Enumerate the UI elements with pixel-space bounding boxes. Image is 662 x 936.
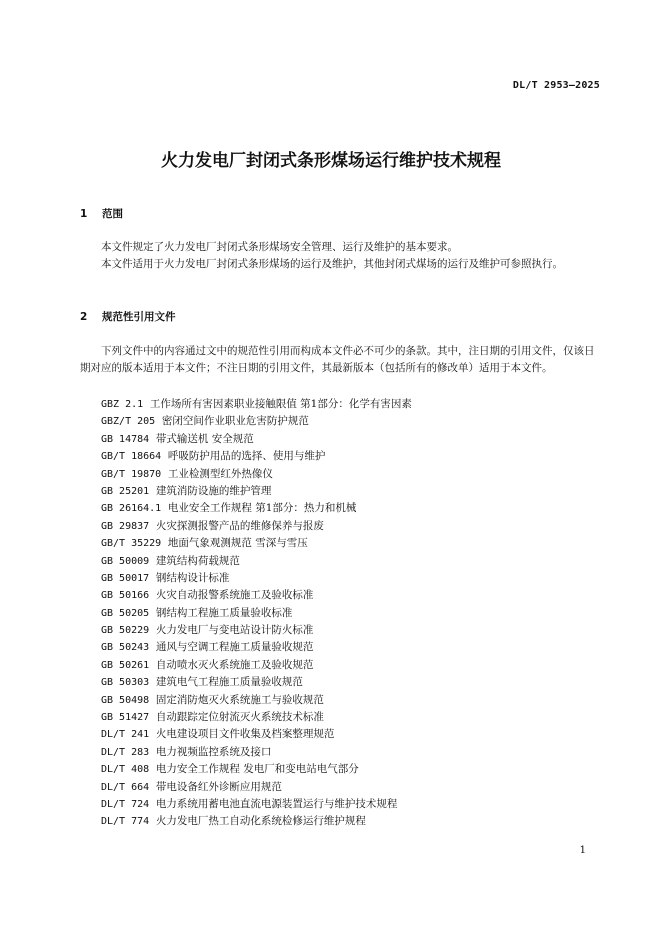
section-heading-scope xyxy=(80,206,123,221)
reference-title: 建筑消防设施的维护管理 xyxy=(155,484,272,497)
document-title: 火力发电厂封闭式条形煤场运行维护技术规程 xyxy=(161,151,501,171)
reference-code: GB 50009 xyxy=(101,555,150,567)
section-title: 规范性引用文件 xyxy=(102,311,176,323)
reference-separator xyxy=(149,798,156,810)
reference-separator xyxy=(149,555,156,567)
reference-separator xyxy=(161,537,168,549)
reference-title: 火力发电厂热工自动化系统检修运行维护规程 xyxy=(155,815,366,828)
reference-title: 火灾探测报警产品的维修保养与报废 xyxy=(155,519,324,532)
reference-separator xyxy=(149,676,156,688)
reference-title: 工作场所有害因素职业接触限值 第1部分：化学有害因素 xyxy=(149,398,412,410)
reference-item xyxy=(101,692,412,709)
section-number: 1 xyxy=(80,208,88,220)
reference-separator xyxy=(149,781,156,793)
reference-code: GB/T 35229 xyxy=(101,538,162,550)
page-number: 1 xyxy=(579,845,586,856)
reference-separator xyxy=(149,815,156,827)
reference-separator xyxy=(149,659,156,671)
reference-code: GB 50017 xyxy=(101,572,150,584)
reference-code: GB 14784 xyxy=(101,433,150,445)
reference-code: DL/T 724 xyxy=(101,798,150,810)
reference-title: 电力安全工作规程 发电厂和变电站电气部分 xyxy=(155,763,359,776)
reference-separator xyxy=(149,485,156,497)
reference-separator xyxy=(149,763,156,775)
reference-code: DL/T 241 xyxy=(101,729,150,741)
reference-item xyxy=(101,761,412,778)
scope-paragraph-2: 本文件适用于火力发电厂封闭式条形煤场的运行及维护，其他封闭式煤场的运行及维护可参照执行。 xyxy=(101,258,563,270)
reference-code: DL/T 664 xyxy=(101,781,150,793)
reference-title: 钢结构工程施工质量验收标准 xyxy=(155,606,293,619)
reference-item xyxy=(101,726,412,743)
reference-title: 地面气象观测规范 雪深与雪压 xyxy=(167,537,308,550)
reference-title: 自动跟踪定位射流灭火系统技术标准 xyxy=(155,711,324,724)
reference-code: GBZ 2.1 xyxy=(101,399,144,410)
reference-title: 自动喷水灭火系统施工及验收规范 xyxy=(155,658,314,671)
reference-title: 火力发电厂与变电站设计防火标准 xyxy=(155,624,314,637)
reference-item xyxy=(101,553,412,570)
reference-item xyxy=(101,570,412,587)
reference-code: GB 51427 xyxy=(101,712,150,724)
reference-separator xyxy=(149,433,156,445)
reference-separator xyxy=(161,450,168,462)
reference-separator xyxy=(149,711,156,723)
reference-title: 呼吸防护用品的选择、使用与维护 xyxy=(167,450,326,463)
reference-title: 火灾自动报警系统施工及验收标准 xyxy=(155,589,314,602)
reference-separator xyxy=(149,641,156,653)
reference-separator xyxy=(149,694,156,706)
reference-item xyxy=(101,431,412,448)
reference-item xyxy=(101,448,412,465)
reference-code: DL/T 774 xyxy=(101,816,150,828)
reference-item xyxy=(101,813,412,830)
reference-code: GB 50303 xyxy=(101,677,150,689)
reference-separator xyxy=(161,502,168,514)
reference-code: GB 26164.1 xyxy=(101,503,162,515)
reference-code: GB 25201 xyxy=(101,485,150,497)
reference-item xyxy=(101,674,412,691)
references-intro-paragraph: 下列文件中的内容通过文中的规范性引用而构成本文件必不可少的条款。其中，注日期的引用文件，仅该日期对应的版本适用于本文件；不注日期的引用文件，其最新版本（包括所有的修改单）适用于本文件。 xyxy=(80,345,595,374)
reference-title: 电业安全工作规程 第1部分：热力和机械 xyxy=(167,502,357,515)
reference-title: 固定消防炮灭火系统施工与验收规范 xyxy=(155,693,324,706)
reference-item xyxy=(101,483,412,500)
reference-separator xyxy=(161,468,168,480)
reference-separator xyxy=(149,520,156,532)
reference-code: GBZ/T 205 xyxy=(101,416,156,428)
reference-separator xyxy=(149,746,156,758)
reference-code: GB 50261 xyxy=(101,659,150,671)
reference-code: DL/T 283 xyxy=(101,746,150,758)
reference-item xyxy=(101,744,412,761)
reference-title: 电力视频监控系统及接口 xyxy=(155,745,272,758)
reference-item xyxy=(101,587,412,604)
reference-item xyxy=(101,796,412,813)
reference-item xyxy=(101,639,412,656)
reference-separator xyxy=(149,589,156,601)
reference-item xyxy=(101,396,412,413)
reference-item xyxy=(101,605,412,622)
reference-item xyxy=(101,413,412,430)
reference-title: 带式输送机 安全规范 xyxy=(155,432,254,445)
section-number: 2 xyxy=(80,311,88,323)
reference-title: 钢结构设计标准 xyxy=(155,571,230,584)
section-title: 范围 xyxy=(102,208,123,220)
reference-title: 火电建设项目文件收集及档案整理规范 xyxy=(155,728,335,741)
reference-item xyxy=(101,466,412,483)
reference-code: GB/T 19870 xyxy=(101,468,162,480)
reference-title: 通风与空调工程施工质量验收规范 xyxy=(155,641,314,654)
reference-item xyxy=(101,709,412,726)
reference-list xyxy=(101,396,412,831)
reference-code: DL/T 408 xyxy=(101,764,150,776)
reference-title: 建筑结构荷载规范 xyxy=(155,554,240,567)
reference-code: GB 50243 xyxy=(101,642,150,654)
reference-title: 带电设备红外诊断应用规范 xyxy=(155,780,282,793)
reference-item xyxy=(101,657,412,674)
reference-separator xyxy=(149,607,156,619)
reference-item xyxy=(101,779,412,796)
section-heading-normative-references xyxy=(80,309,176,324)
reference-code: GB 50166 xyxy=(101,590,150,602)
reference-separator xyxy=(149,728,156,740)
reference-separator xyxy=(143,398,150,410)
reference-code: GB 29837 xyxy=(101,520,150,532)
reference-code: GB 50205 xyxy=(101,607,150,619)
reference-separator xyxy=(155,415,162,427)
standard-number: DL/T 2953—2025 xyxy=(512,80,600,91)
reference-item xyxy=(101,535,412,552)
reference-separator xyxy=(149,624,156,636)
reference-item xyxy=(101,622,412,639)
reference-code: GB 50498 xyxy=(101,694,150,706)
reference-title: 密闭空间作业职业危害防护规范 xyxy=(161,415,309,428)
reference-code: GB/T 18664 xyxy=(101,451,162,463)
reference-title: 工业检测型红外热像仪 xyxy=(167,467,273,480)
reference-separator xyxy=(149,572,156,584)
reference-item xyxy=(101,518,412,535)
reference-title: 电力系统用蓄电池直流电源装置运行与维护技术规程 xyxy=(155,797,398,810)
reference-item xyxy=(101,500,412,517)
reference-title: 建筑电气工程施工质量验收规范 xyxy=(155,676,303,689)
scope-paragraph-1: 本文件规定了火力发电厂封闭式条形煤场安全管理、运行及维护的基本要求。 xyxy=(101,241,458,253)
reference-code: GB 50229 xyxy=(101,625,150,637)
